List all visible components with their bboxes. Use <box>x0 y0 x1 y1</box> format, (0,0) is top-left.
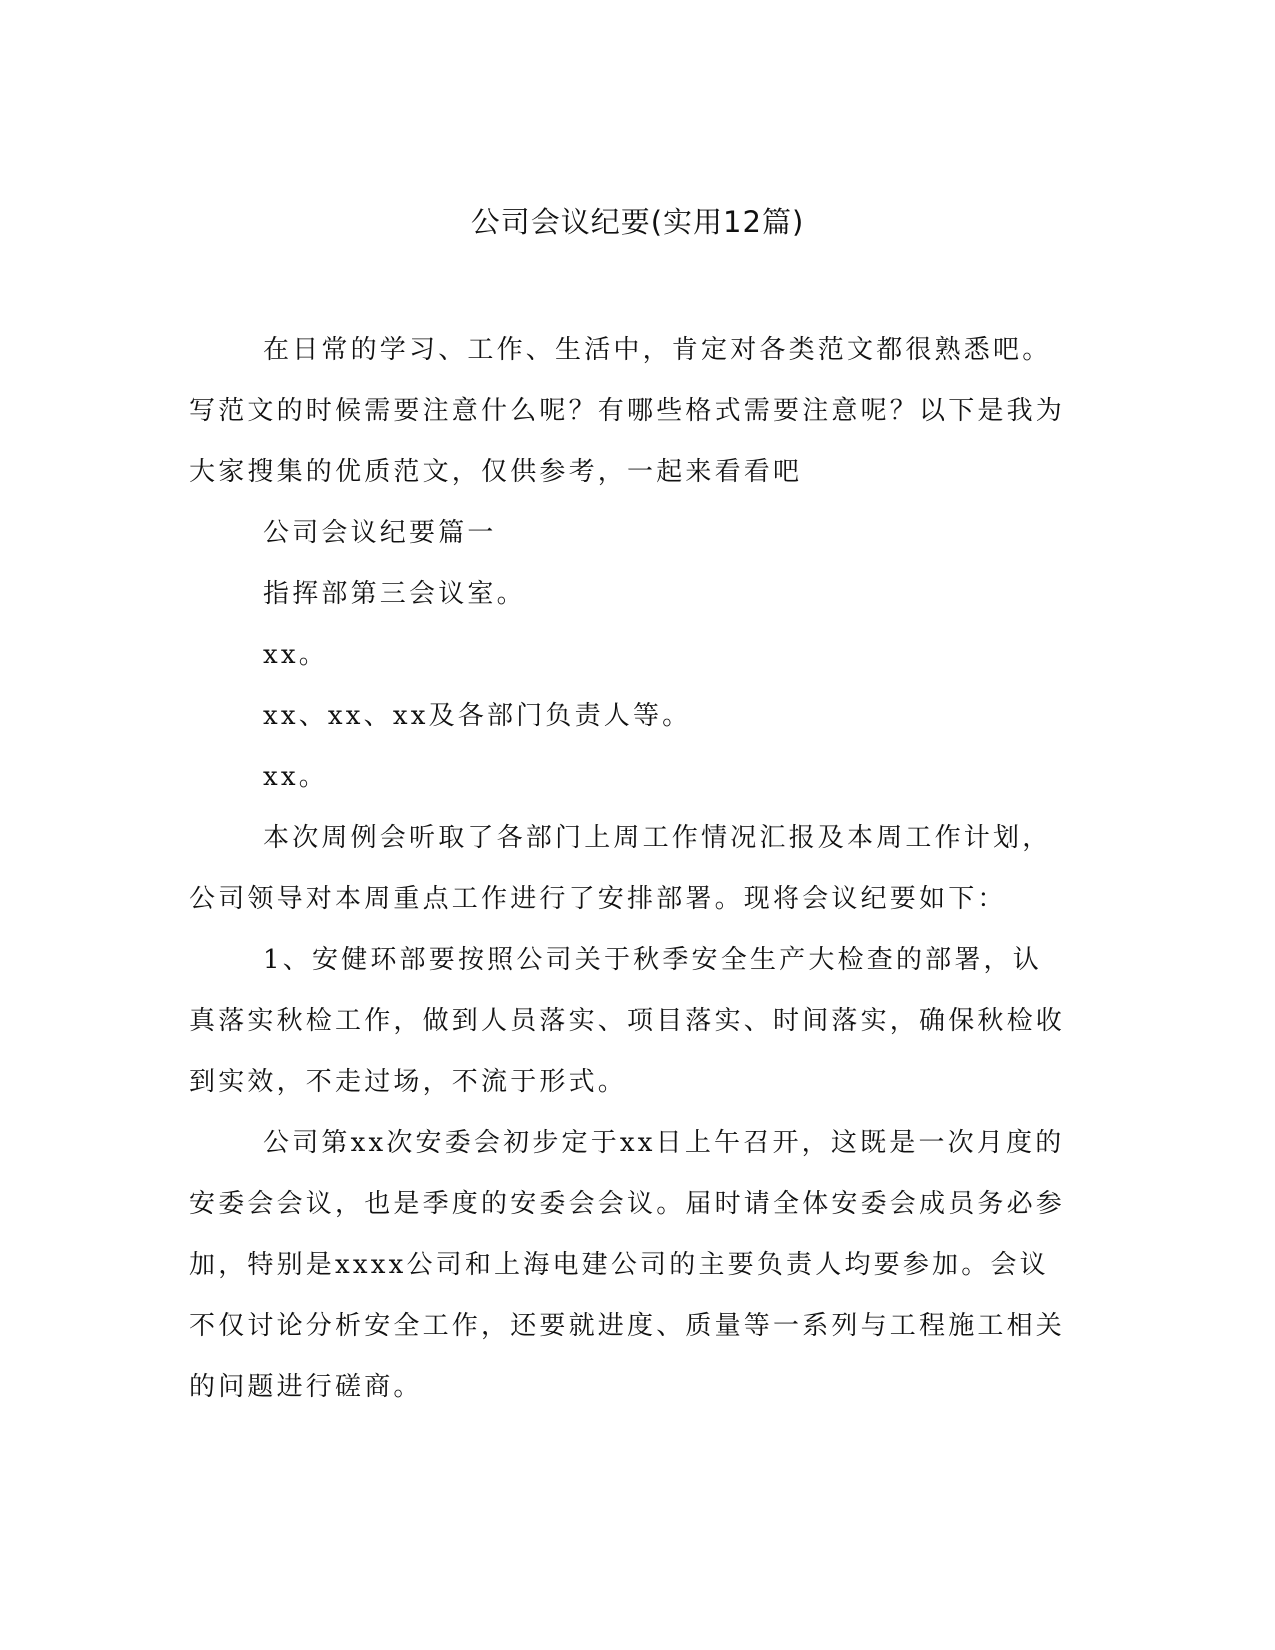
committee-paragraph: 公司第xx次安委会初步定于xx日上午召开，这既是一次月度的安委会会议，也是季度的安委会会议。届时请全体安委会成员务必参加，特别是xxxx公司和上海电建公司的主要负责人均要参加。会议不仅讨论分析安全工作，还要就进度、质量等一系列与工程施工相关的问题进行磋商。 <box>189 1128 1066 1402</box>
item-paragraph-1: 1、安健环部要按照公司关于秋季安全生产大检查的部署，认真落实秋检工作，做到人员落实、项目落实、时间落实，确保秋检收到实效，不走过场，不流于形式。 <box>189 945 1066 1097</box>
section-heading: 公司会议纪要篇一 <box>263 518 497 548</box>
meeting-attendees: xx、xx、xx及各部门负责人等。 <box>263 701 692 731</box>
meeting-location: 指挥部第三会议室。 <box>263 579 526 609</box>
meeting-chair: xx。 <box>263 640 328 670</box>
document-title: 公司会议纪要(实用12篇) <box>470 205 805 239</box>
intro-paragraph: 在日常的学习、工作、生活中，肯定对各类范文都很熟悉吧。写范文的时候需要注意什么呢？有哪些格式需要注意呢？以下是我为大家搜集的优质范文，仅供参考，一起来看看吧 <box>189 335 1066 487</box>
meeting-recorder: xx。 <box>263 762 328 792</box>
summary-paragraph: 本次周例会听取了各部门上周工作情况汇报及本周工作计划，公司领导对本周重点工作进行了安排部署。现将会议纪要如下： <box>189 823 1052 914</box>
document-body <box>189 320 1069 1418</box>
